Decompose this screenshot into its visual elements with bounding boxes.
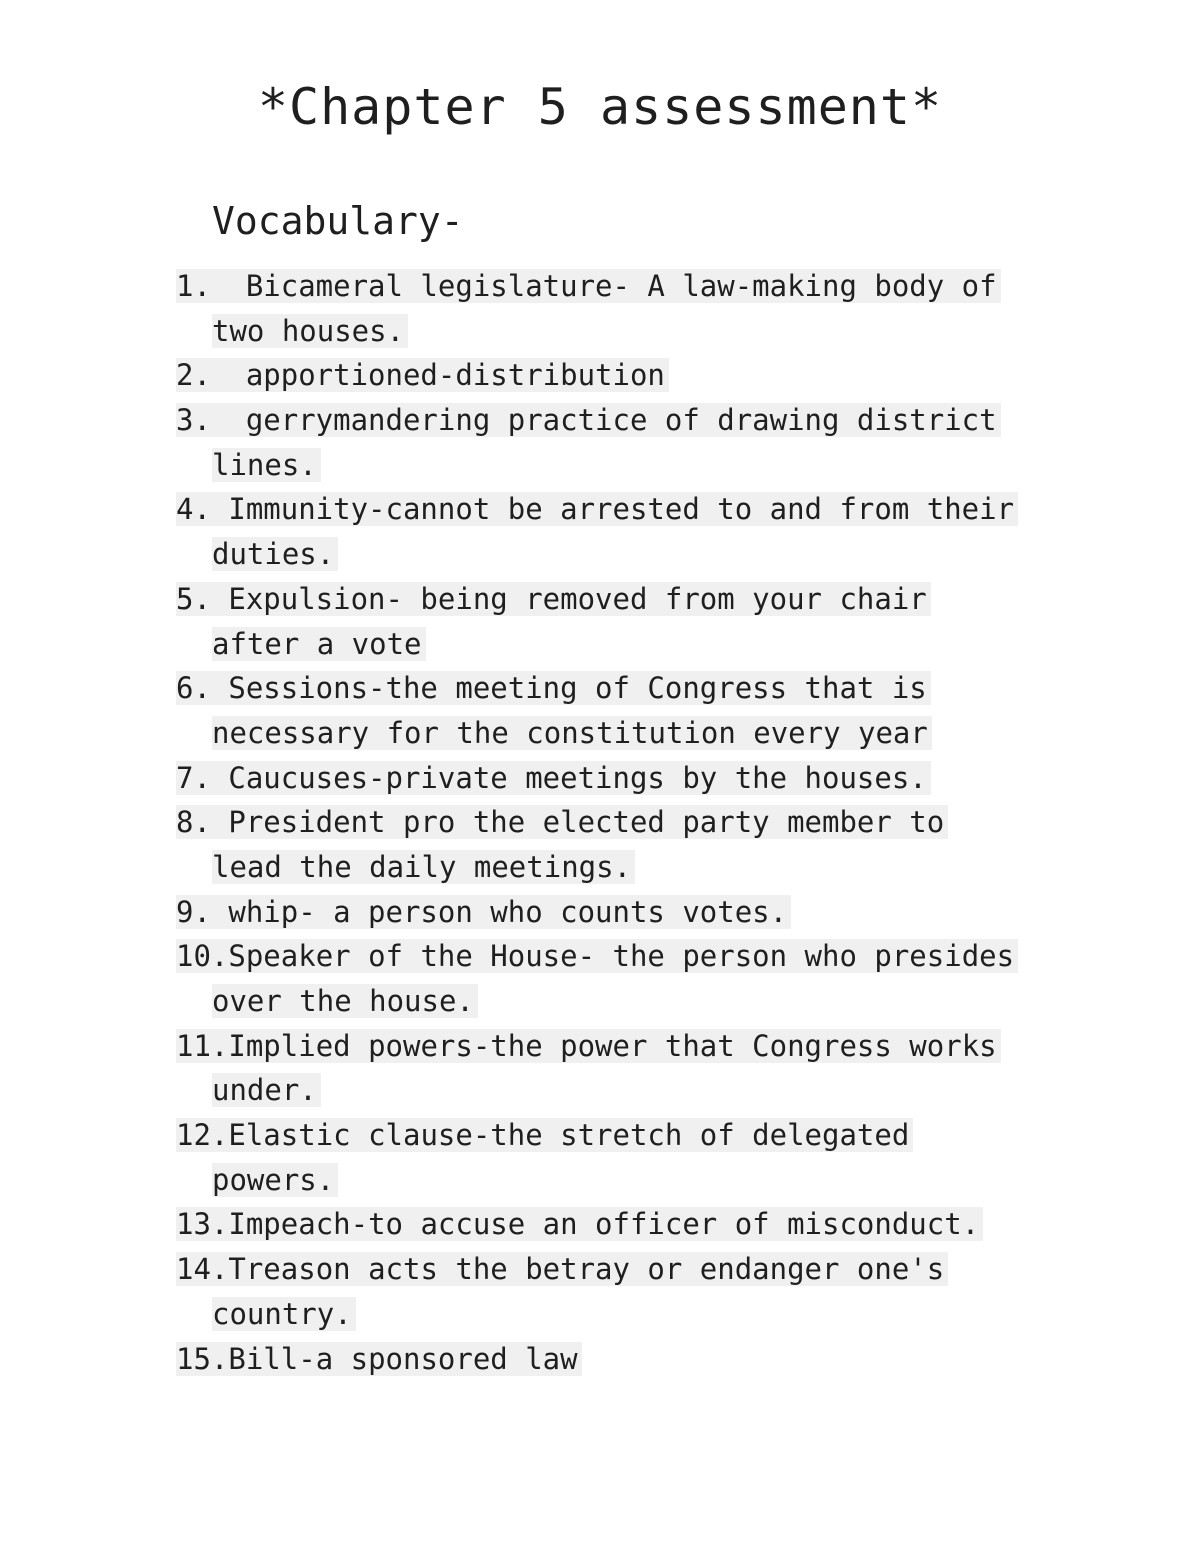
item-text: Bill-a sponsored law	[228, 1341, 578, 1376]
list-item	[0, 1202, 1200, 1247]
item-number: 13.	[176, 1207, 229, 1242]
list-item	[0, 1337, 1200, 1382]
item-number: 12.	[176, 1118, 229, 1153]
list-item	[0, 934, 1200, 1023]
item-number: 11.	[176, 1028, 229, 1063]
item-number: 15.	[176, 1341, 229, 1376]
item-text: Sessions-the meeting of Congress that is	[210, 671, 927, 706]
item-number: 6.	[176, 671, 211, 706]
item-number: 1.	[176, 269, 211, 303]
item-text-continued: necessary for the constitution every year	[212, 716, 932, 750]
list-item	[0, 800, 1200, 889]
item-text-continued: two houses.	[212, 314, 408, 348]
item-text: Treason acts the betray or endanger one's	[228, 1252, 945, 1287]
list-item	[0, 1113, 1200, 1202]
item-number: 8.	[176, 805, 211, 840]
item-text-continued: duties.	[212, 537, 338, 571]
item-text-continued: over the house.	[212, 984, 478, 1018]
item-number: 9.	[176, 894, 211, 929]
item-number: 14.	[176, 1252, 229, 1287]
item-text-continued: after a vote	[212, 627, 426, 661]
item-text: President pro the elected party member to	[210, 805, 945, 840]
document-title: *Chapter 5 assessment*	[257, 78, 943, 136]
item-text: whip- a person who counts votes.	[210, 894, 788, 929]
item-text-continued: country.	[212, 1297, 356, 1331]
item-number: 10.	[176, 939, 229, 974]
list-item	[0, 756, 1200, 801]
list-item	[0, 666, 1200, 755]
item-text-continued: under.	[212, 1073, 321, 1107]
item-number: 7.	[176, 760, 211, 795]
item-text: Caucuses-private meetings by the houses.	[210, 760, 927, 795]
item-text-continued: lines.	[212, 448, 321, 482]
list-item	[0, 577, 1200, 666]
list-item	[0, 1024, 1200, 1113]
list-item	[0, 353, 1200, 398]
item-text-continued: lead the daily meetings.	[212, 850, 635, 884]
item-text: Elastic clause-the stretch of delegated	[228, 1118, 910, 1153]
list-item	[0, 890, 1200, 935]
item-text: Immunity-cannot be arrested to and from their	[210, 492, 1015, 527]
list-item	[0, 264, 1200, 353]
item-text: Expulsion- being removed from your chair	[210, 581, 927, 616]
item-number: 3.	[176, 403, 211, 438]
list-item	[0, 487, 1200, 576]
item-number: 5.	[176, 581, 211, 616]
item-number: 2.	[176, 358, 211, 393]
section-heading: Vocabulary-	[212, 199, 464, 243]
item-text: apportioned-distribution	[210, 358, 665, 393]
vocabulary-list	[0, 264, 1200, 1381]
item-text: Impeach-to accuse an officer of misconduct.	[228, 1207, 980, 1242]
list-item	[0, 398, 1200, 487]
list-item	[0, 1247, 1200, 1336]
item-text: Implied powers-the power that Congress works	[228, 1028, 997, 1063]
item-text-continued: powers.	[212, 1163, 338, 1197]
item-number: 4.	[176, 492, 211, 527]
item-text: gerrymandering practice of drawing district	[210, 403, 997, 438]
item-text: Bicameral legislature- A law-making body of	[210, 269, 997, 303]
item-text: Speaker of the House- the person who presides	[228, 939, 1015, 974]
